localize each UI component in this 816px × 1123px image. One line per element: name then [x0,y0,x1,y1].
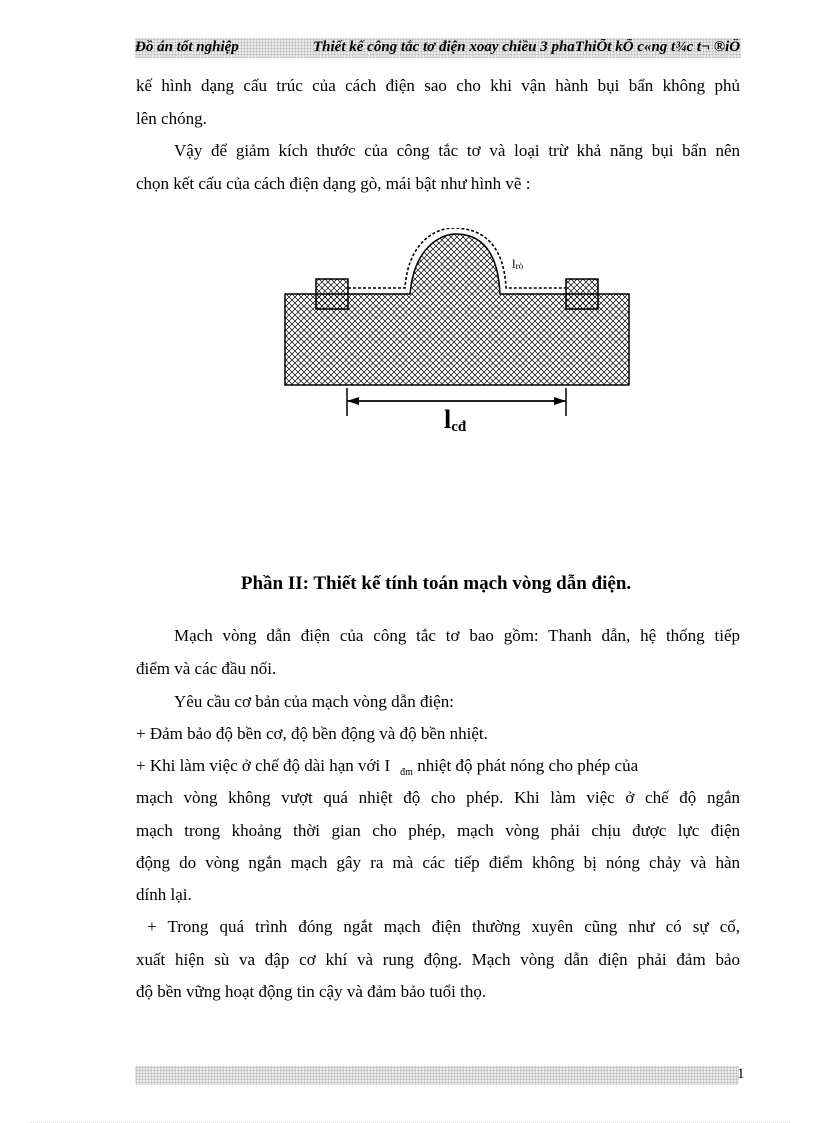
header-left-title: Đồ án tốt nghiệp [135,39,239,55]
footer-band [135,1066,739,1085]
bullet-2-line4: động do vòng ngắn mạch gây ra mà các tiếp điểm không bị nóng chảy và hàn [136,853,740,872]
header-right-title: Thiết kế công tắc tơ điện xoay chiều 3 phaThiÕt kÕ c«ng t¾c t¬ ®iÖ [313,39,741,55]
content-p1-line2: điểm và các đầu nối. [136,659,277,678]
insulator-diagram [280,228,640,438]
para2-line1: Vậy để giảm kích thước của công tắc tơ và loại trừ khả năng bụi bẩn nên [174,141,740,160]
bullet-2-line5: dính lại. [136,885,192,904]
bullet-2-line1: + Khi làm việc ở chế độ dài hạn với I $_{đm}$ nhiệt độ phát nóng cho phép của [136,756,639,779]
bullet-2-line2: mạch vòng không vượt quá nhiệt độ cho phép. Khi làm việc ở chế độ ngắn [136,788,740,807]
bullet-3-line1: + Trong quá trình đóng ngắt mạch điện thường xuyên cũng như có sự cố, [136,917,740,936]
right-contact-block [566,279,598,309]
label-l-ro: lrò [512,256,524,271]
page-number: 1 [737,1066,745,1082]
para1-line1: kế hình dạng cấu trúc của cách điện sao cho khi vận hành bụi bẩn không phủ [136,76,740,95]
content-p2: Yêu cầu cơ bản của mạch vòng dẫn điện: [174,692,454,711]
bullet-1: + Đảm bảo độ bền cơ, độ bền động và độ bền nhiệt. [136,724,488,743]
content-p1-line1: Mạch vòng dẫn điện của công tắc tơ bao gồm: Thanh dẫn, hệ thống tiếp [174,626,740,645]
para1-line2: lên chóng. [136,109,207,128]
label-l-cd: lcđ [444,405,467,435]
left-contact-block [316,279,348,309]
bullet-3-line3: độ bền vững hoạt động tin cậy và đảm bảo tuổi thọ. [136,982,487,1001]
section-heading: Phần II: Thiết kế tính toán mạch vòng dẫn điện. [240,573,632,594]
para2-line2: chọn kết cấu của cách điện dạng gò, mái bật như hình vẽ : [136,174,531,193]
bullet-2-line3: mạch trong khoảng thời gian cho phép, mạch vòng phải chịu được lực điện [136,821,740,840]
bullet-3-line2: xuất hiện sù va đập cơ khí và rung động. Mạch vòng dẫn điện phải đảm bảo [136,950,740,969]
